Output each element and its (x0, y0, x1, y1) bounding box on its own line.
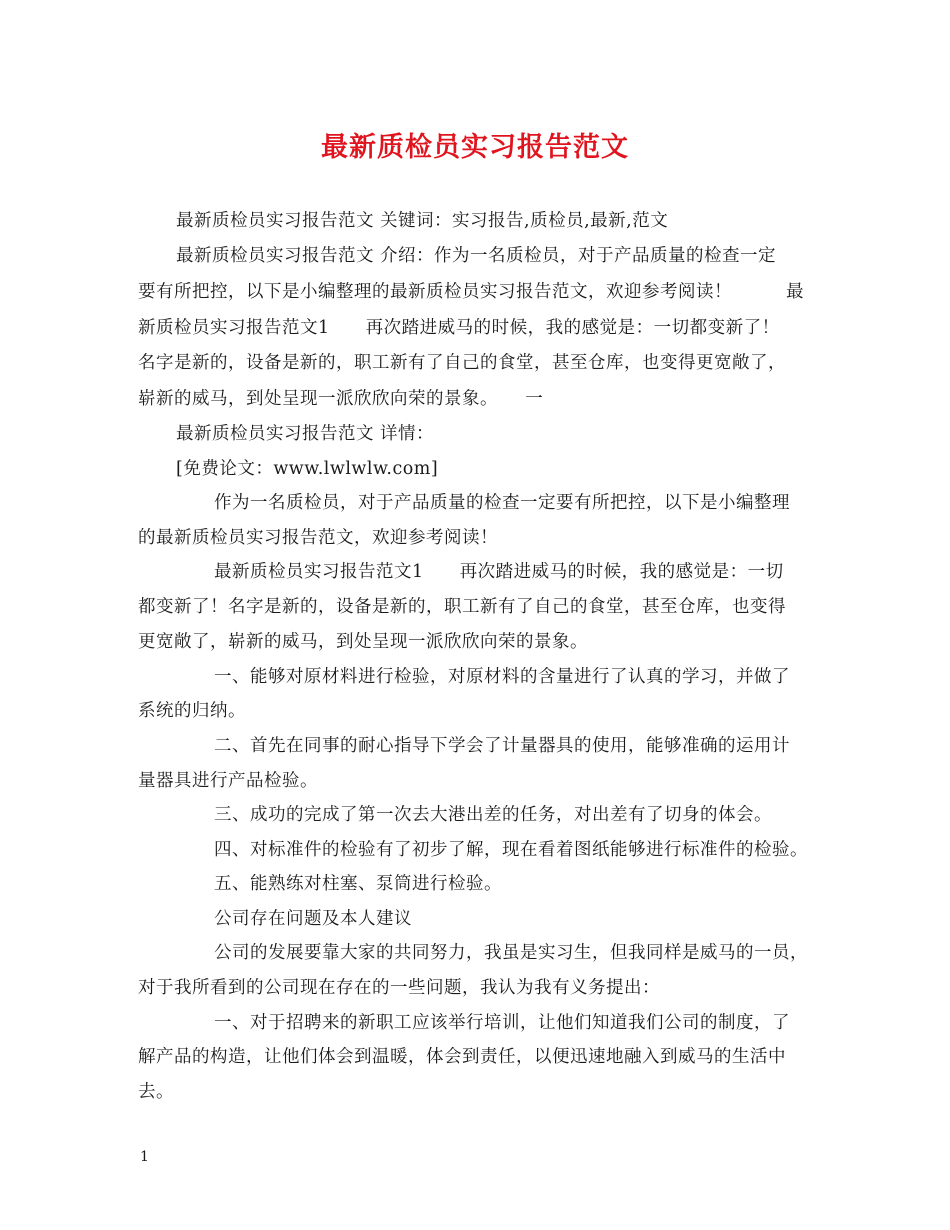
section-heading: 公司存在问题及本人建议 (214, 909, 412, 929)
body-line: 公司的发展要靠大家的共同努力，我虽是实习生，但我同样是威马的一员， (214, 943, 808, 963)
intro-line: 最新质检员实习报告范文 介绍：作为一名质检员，对于产品质量的检查一定 (176, 246, 777, 266)
page-number: 1 (140, 1149, 149, 1165)
list-item: 三、成功的完成了第一次去大港出差的任务，对出差有了切身的体会。 (214, 805, 772, 825)
keywords-line: 最新质检员实习报告范文 关键词：实习报告,质检员,最新,范文 (176, 211, 669, 231)
intro-line: 崭新的威马，到处呈现一派欣欣向荣的景象。 一 (138, 389, 544, 409)
body-line: 的最新质检员实习报告范文，欢迎参考阅读！ (138, 528, 498, 548)
list-item: 解产品的构造，让他们体会到温暖，体会到责任，以便迅速地融入到威马的生活中 (138, 1047, 786, 1067)
body-line: 对于我所看到的公司现在存在的一些问题，我认为我有义务提出： (138, 978, 660, 998)
list-item: 五、能熟练对柱塞、泵筒进行检验。 (214, 874, 502, 894)
source-link[interactable]: [免费论文：www.lwlwlw.com] (176, 459, 439, 479)
intro-line: 新质检员实习报告范文1 再次踏进威马的时候，我的感觉是：一切都变新了！ (138, 318, 780, 338)
list-item: 系统的归纳。 (138, 701, 246, 721)
list-item: 二、首先在同事的耐心指导下学会了计量器具的使用，能够准确的运用计 (214, 736, 790, 756)
list-item: 量器具进行产品检验。 (138, 771, 318, 791)
details-heading: 最新质检员实习报告范文 详情： (176, 424, 435, 444)
body-line: 最新质检员实习报告范文1 再次踏进威马的时候，我的感觉是：一切 (214, 562, 784, 582)
body-line: 作为一名质检员，对于产品质量的检查一定要有所把控，以下是小编整理 (214, 493, 790, 513)
document-title: 最新质检员实习报告范文 (321, 132, 629, 163)
body-line: 都变新了！名字是新的，设备是新的，职工新有了自己的食堂，甚至仓库，也变得 (138, 597, 786, 617)
list-item: 去。 (138, 1082, 174, 1102)
intro-line: 要有所把控，以下是小编整理的最新质检员实习报告范文，欢迎参考阅读！ 最 (138, 282, 804, 302)
list-item: 四、对标准件的检验有了初步了解，现在看着图纸能够进行标准件的检验。 (214, 840, 808, 860)
list-item: 一、对于招聘来的新职工应该举行培训，让他们知道我们公司的制度，了 (214, 1013, 790, 1033)
body-line: 更宽敞了，崭新的威马，到处呈现一派欣欣向荣的景象。 (138, 632, 588, 652)
list-item: 一、能够对原材料进行检验，对原材料的含量进行了认真的学习，并做了 (214, 667, 790, 687)
intro-line: 名字是新的，设备是新的，职工新有了自己的食堂，甚至仓库，也变得更宽敞了， (138, 353, 786, 373)
